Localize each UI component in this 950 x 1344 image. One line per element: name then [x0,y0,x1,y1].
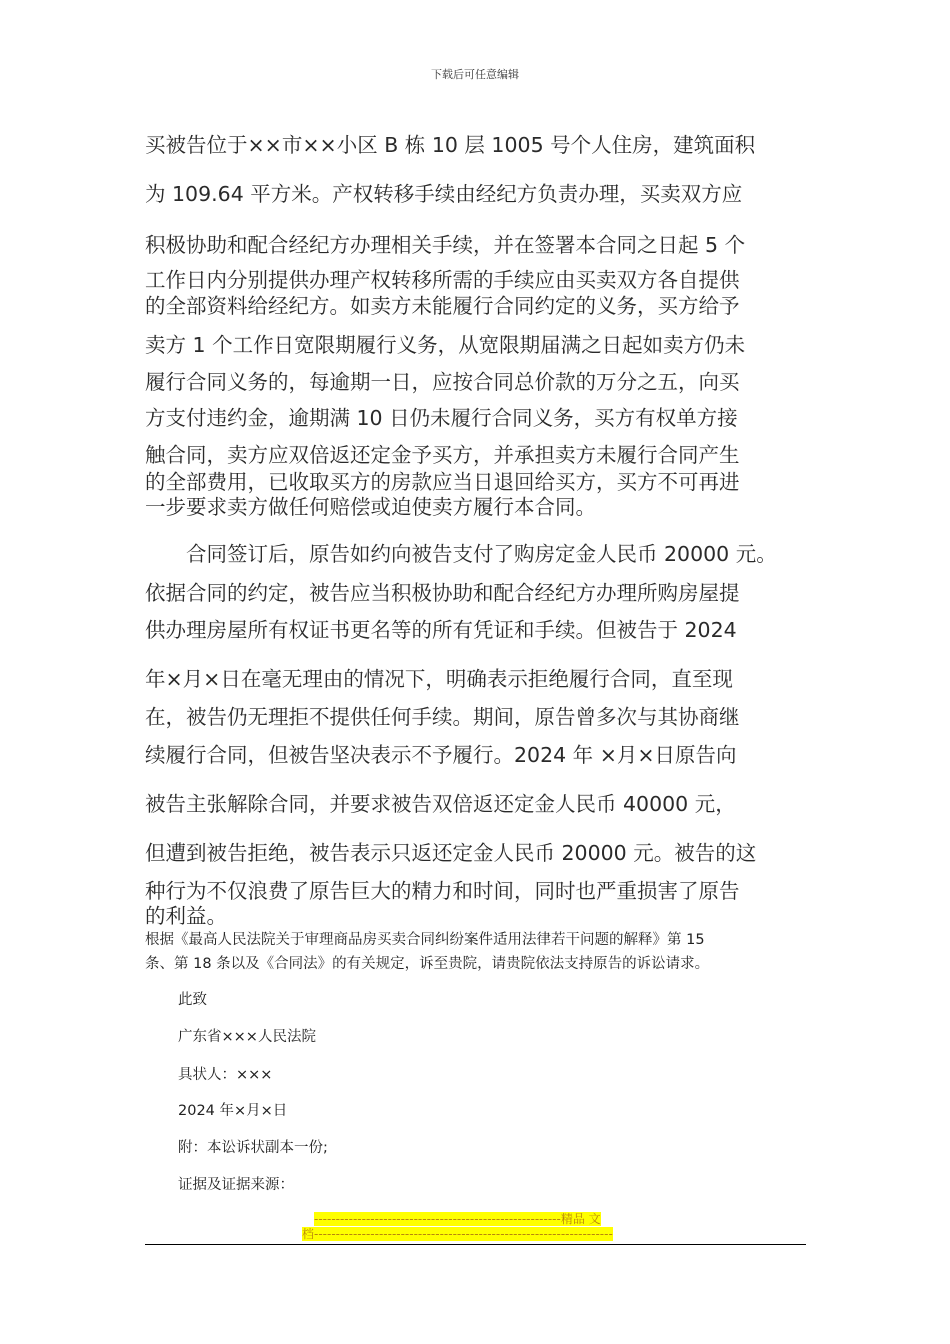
body-line: 供办理房屋所有权证书更名等的所有凭证和手续。但被告于 2024 [145,618,737,642]
attachment: 附：本讼诉状副本一份; [178,1140,328,1156]
body-line: 卖方 1 个工作日宽限期履行义务，从宽限期届满之日起如卖方仍未 [145,333,746,357]
body-line: 一步要求卖方做任何赔偿或迫使卖方履行本合同。 [145,495,596,519]
law-line: 条、第 18 条以及《合同法》的有关规定，诉至贵院，请贵院依法支持原告的诉讼请求。 [145,956,710,972]
body-line: 方支付违约金，逾期满 10 日仍未履行合同义务，买方有权单方接 [145,406,738,430]
page-header: 下载后可任意编辑 [431,68,519,81]
salutation: 此致 [178,992,207,1008]
body-line: 合同签订后，原告如约向被告支付了购房定金人民币 20000 元。 [145,542,777,566]
body-line: 积极协助和配合经纪方办理相关手续，并在签署本合同之日起 5 个 [145,233,746,257]
footer-watermark-line1: ---------------------------------------------------------精品 文 [314,1212,601,1226]
body-line: 的利益。 [145,904,227,928]
body-line: 的全部费用，已收取买方的房款应当日退回给买方，买方不可再进 [145,470,740,494]
body-line: 为 109.64 平方米。产权转移手续由经纪方负责办理，买卖双方应 [145,182,743,206]
body-line: 但遭到被告拒绝，被告表示只返还定金人民币 20000 元。被告的这 [145,841,757,865]
footer-divider [145,1244,806,1245]
body-line: 的全部资料给经纪方。如卖方未能履行合同约定的义务，买方给予 [145,294,740,318]
law-line: 根据《最高人民法院关于审理商品房买卖合同纠纷案件适用法律若干问题的解释》第 15 [145,932,705,948]
body-line: 依据合同的约定，被告应当积极协助和配合经纪方办理所购房屋提 [145,581,740,605]
body-line: 种行为不仅浪费了原告巨大的精力和时间，同时也严重损害了原告 [145,879,740,903]
body-line: 年×月×日在毫无理由的情况下，明确表示拒绝履行合同，直至现 [145,667,733,691]
body-line: 履行合同义务的，每逾期一日，应按合同总价款的万分之五，向买 [145,370,740,394]
body-line: 续履行合同，但被告坚决表示不予履行。2024 年 ×月×日原告向 [145,743,737,767]
evidence-label: 证据及证据来源： [178,1177,294,1193]
body-line: 工作日内分别提供办理产权转移所需的手续应由买卖双方各自提供 [145,268,740,292]
footer-watermark-line2: 档--------------------------------------------------------------------- [302,1227,613,1241]
body-line: 被告主张解除合同，并要求被告双倍返还定金人民币 40000 元， [145,792,736,816]
court-name: 广东省×××人民法院 [178,1029,316,1045]
body-line: 在，被告仍无理拒不提供任何手续。期间，原告曾多次与其协商继 [145,705,740,729]
signer: 具状人：××× [178,1067,273,1083]
body-line: 买被告位于××市××小区 B 栋 10 层 1005 号个人住房，建筑面积 [145,133,756,157]
body-line: 触合同，卖方应双倍返还定金予买方，并承担卖方未履行合同产生 [145,443,740,467]
date: 2024 年×月×日 [178,1103,288,1119]
